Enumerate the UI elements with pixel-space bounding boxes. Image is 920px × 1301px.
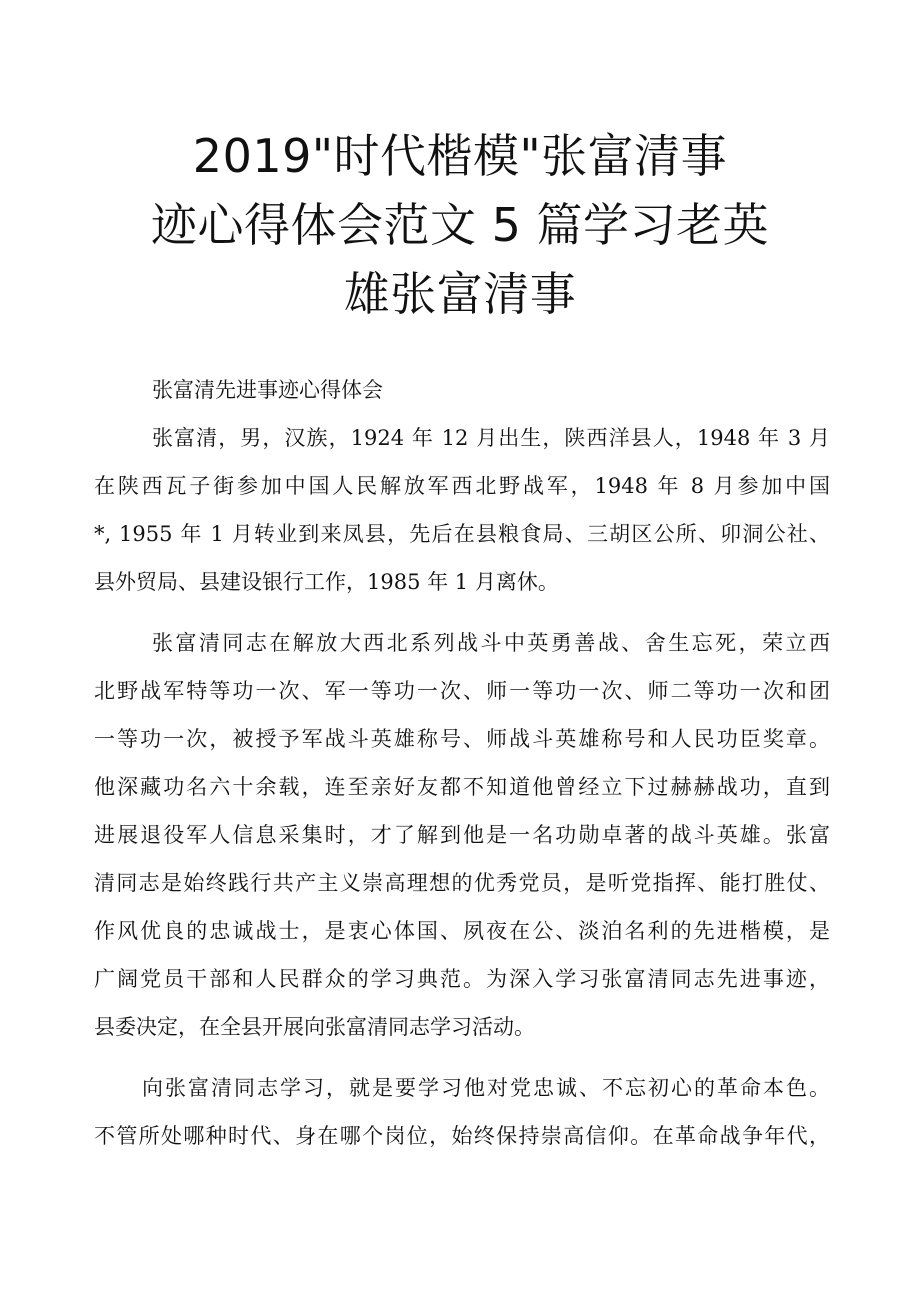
text-line: 县外贸局、县建设银行工作，1985 年 1 月离休。 bbox=[94, 570, 559, 594]
text-line: 在陕西瓦子街参加中国人民解放军西北野战军，1948 年 8 月参加中国 bbox=[94, 474, 830, 498]
text-line: 作风优良的忠诚战士，是衷心体国、夙夜在公、淡泊名利的先进楷模，是 bbox=[94, 919, 830, 943]
text-line: 不管所处哪种时代、身在哪个岗位，始终保持崇高信仰。在革命战争年代， bbox=[94, 1124, 830, 1148]
paragraph-learning bbox=[94, 1064, 830, 1160]
title-line: 雄张富清事 bbox=[343, 267, 577, 321]
text-line: 县委决定，在全县开展向张富清同志学习活动。 bbox=[94, 1015, 535, 1039]
text-line: 广阔党员干部和人民群众的学习典范。为深入学习张富清同志先进事迹， bbox=[94, 967, 830, 991]
document-body bbox=[94, 366, 830, 1160]
title-line: 迹心得体会范文 5 篇学习老英 bbox=[150, 198, 769, 252]
text-line: 他深藏功名六十余载，连至亲好友都不知道他曾经立下过赫赫战功，直到 bbox=[94, 775, 830, 799]
paragraph-merits bbox=[94, 619, 830, 1051]
document-title bbox=[80, 122, 840, 329]
title-line: 2019"时代楷模"张富清事 bbox=[192, 129, 728, 183]
paragraph-spacer bbox=[94, 1051, 830, 1064]
text-line: 张富清同志在解放大西北系列战斗中英勇善战、舍生忘死，荣立西 bbox=[152, 631, 830, 655]
text-line: 北野战军特等功一次、军一等功一次、师一等功一次、师二等功一次和团 bbox=[94, 679, 830, 703]
paragraph-biography bbox=[94, 414, 830, 606]
text-line: *, 1955 年 1 月转业到来凤县，先后在县粮食局、三胡区公所、卯洞公社、 bbox=[94, 522, 830, 546]
text-line: 一等功一次，被授予军战斗英雄称号、师战斗英雄称号和人民功臣奖章。 bbox=[94, 727, 830, 751]
section-subheading: 张富清先进事迹心得体会 bbox=[152, 378, 383, 402]
text-line: 进展退役军人信息采集时，才了解到他是一名功勋卓著的战斗英雄。张富 bbox=[94, 823, 830, 847]
paragraph-spacer bbox=[94, 606, 830, 619]
text-line: 张富清，男，汉族，1924 年 12 月出生，陕西洋县人，1948 年 3 月 bbox=[152, 426, 830, 450]
text-line: 清同志是始终践行共产主义崇高理想的优秀党员，是听党指挥、能打胜仗、 bbox=[94, 871, 830, 895]
text-line: 向张富清同志学习，就是要学习他对党忠诚、不忘初心的革命本色。 bbox=[142, 1076, 830, 1100]
